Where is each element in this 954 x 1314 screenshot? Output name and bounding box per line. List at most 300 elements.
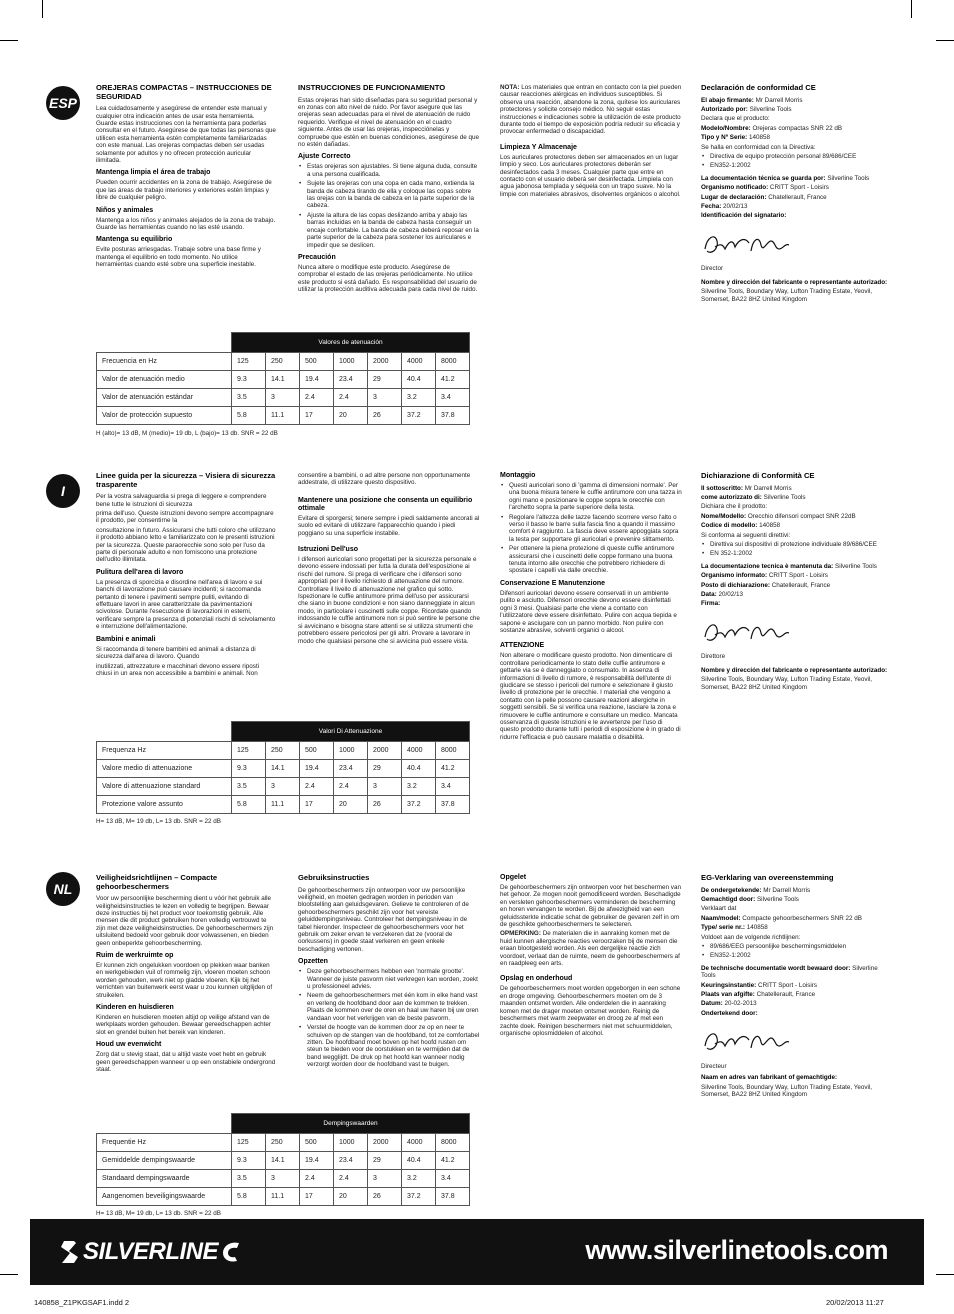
address: Silverline Tools, Boundary Way, Lufton Trading Estate, Yeovil, Somerset, BA22 8HZ United Kingdom: [701, 288, 873, 303]
cell: 3.4: [436, 778, 470, 796]
cell: 26: [368, 796, 402, 814]
nl-declaration-column: [701, 874, 891, 1100]
signature-icon: [701, 1024, 793, 1058]
kv: [701, 522, 891, 529]
cell: 37.2: [402, 407, 436, 425]
cell: 19.4: [300, 371, 334, 389]
cell: 2.4: [300, 778, 334, 796]
heading: Mantenga limpia el área de trabajo: [96, 169, 211, 177]
paragraph: Zorg dat u stevig staat, dat u altijd vaste voet hebt en gebruik geen gereedschappen wanneer u op een onstabiele ondergrond staat.: [96, 1051, 276, 1074]
row-label: Valore di attenuazione standard: [97, 778, 232, 796]
esp-snr-note: H (alto)= 13 dB, M (medio)= 19 db, L (bajo)= 13 db. SNR = 22 dB: [96, 430, 278, 437]
cell: 14.1: [266, 760, 300, 778]
text: Voldoet aan de volgende richtlijnen:: [701, 933, 801, 941]
language-badge-ita: I: [46, 474, 80, 508]
cell: 5.8: [232, 796, 266, 814]
paragraph: consultazione in futuro. Assicurarsi che tutti coloro che utilizzano il prodotto abbiano letto e familiarizzato con le presenti istruzioni per la sicurezza. Queste paraorecchie sono solo per l'uso da parte di personale adulto e non forniscono una protezione dell'udito illimitata.: [96, 526, 276, 564]
cell: 3: [266, 778, 300, 796]
cell: 9.3: [232, 760, 266, 778]
cell: 250: [266, 742, 300, 760]
heading: INSTRUCCIONES DE FUNCIONAMIENTO: [298, 83, 446, 92]
kv: [701, 494, 891, 501]
text: Directeur: [701, 1062, 727, 1070]
label: Posto di dichiarazione:: [701, 581, 770, 589]
cell: 2.4: [334, 778, 368, 796]
heading: Limpieza Y Almacenaje: [500, 143, 577, 151]
nl-attenuation-table: [96, 1113, 470, 1206]
cell: 3: [266, 1170, 300, 1188]
heading: Opgelet: [500, 874, 527, 881]
language-badge-esp: ESP: [46, 86, 80, 120]
heading: Mantenere una posizione che consenta un equilibrio ottimale: [298, 496, 473, 512]
table-header-row: [97, 333, 470, 353]
list-item: • Directiva de equipo protección personal 89/686/CEE: [701, 153, 891, 160]
value: CRITT Sport - Loisirs: [769, 184, 829, 192]
label: Keuringsinstantie:: [701, 981, 757, 989]
bullet-list: [298, 163, 480, 248]
print-timestamp: 20/02/2013 11:27: [826, 1298, 884, 1307]
paragraph: Er kunnen zich ongelukken voordoen op plekken waar banken en werkgebieden vuil of rommelig zijn, vloeren moeten schoon worden gehouden, werk niet op gladde vloeren. Kijk bij het verrichten van buitenwerk eerst waar u zou kunnen uitglijden of struikelen.: [96, 962, 273, 999]
value: Compacte gehoorbeschermers SNR 22 dB: [742, 914, 862, 922]
heading: ATTENZIONE: [500, 642, 545, 650]
row-label: Aangenomen beveiligingswaarde: [97, 1188, 232, 1206]
kv: [701, 582, 891, 589]
heading: Houd uw evenwicht: [96, 1041, 162, 1049]
cell: 11.1: [266, 407, 300, 425]
cell: 2.4: [334, 1170, 368, 1188]
row-label: Valor de atenuación medio: [97, 371, 232, 389]
value: Silverline Tools: [763, 494, 806, 501]
value: Orejeras compactas SNR 22 dB: [752, 124, 843, 132]
kv: [701, 591, 891, 598]
note-label: OPMERKING:: [500, 930, 541, 938]
table-header: Dempingswaarden: [232, 1114, 470, 1134]
value: Silverline Tools: [701, 964, 878, 980]
value: Silverline Tools: [827, 174, 870, 182]
kv: [701, 513, 891, 520]
text: Director: [701, 265, 724, 273]
paragraph: inutilizzati, attrezzature e macchinari devono essere riposti chiusi in un area non accessibile a bambini e animali. Non: [96, 662, 260, 677]
kv: [701, 915, 891, 922]
value: 140858: [746, 924, 768, 932]
label: Naam en adres van fabrikant of gemachtigde:: [701, 1074, 838, 1082]
paragraph: [500, 84, 682, 136]
cell: 8000: [436, 1134, 470, 1152]
list-item: • Per ottenere la piena protezione di queste cuffie antirumore assicurarsi che i cuscinetti delle coppe formano una buona tenuta intorno alle orecchie che potrebbero richiedere di spostare i capelli via dalle orecchie.: [500, 545, 682, 575]
label: Tipo y Nº Serie:: [701, 134, 748, 142]
table-row: [97, 389, 470, 407]
label: Datum:: [701, 1000, 723, 1008]
cell: 40.4: [402, 760, 436, 778]
list-item: • Questi auricolari sono di 'gamma di dimensioni normale'. Per una buona misura tenere le cuffie antirumore con una tazza in ogni mano e posizionare le coppe sopra le orecchie con l'archetto sopra la parte superiore della testa.: [500, 482, 682, 512]
label: come autorizzato di:: [701, 494, 762, 501]
label: Nombre y dirección del fabricante o representante autorizado:: [701, 666, 888, 674]
label: Identificación del signatario:: [701, 212, 787, 220]
crop-mark: [0, 40, 18, 41]
note-label: NOTA:: [500, 84, 520, 91]
crop-mark: [911, 0, 912, 18]
website-url[interactable]: www.silverlinetools.com: [585, 1235, 888, 1265]
heading: Gebruiksinstructies: [298, 873, 370, 882]
label: Il sottoscritto:: [701, 484, 743, 492]
label: El abajo firmante:: [701, 96, 754, 104]
cell: 20: [334, 1188, 368, 1206]
row-label: Valor de atenuación estándar: [97, 389, 232, 407]
cell: 1000: [334, 742, 368, 760]
esp-declaration-column: [701, 84, 891, 305]
kv: [701, 106, 891, 113]
cell: 29: [368, 371, 402, 389]
paragraph: Estas orejeras han sido diseñadas para su seguridad personal y en zonas con alto nivel de ruido. Por favor asegure que las orejeras sean adecuadas para el nivel de atenuación de ruido requerido. Verifique el nivel de atenuación en el cuadro siguiente. Antes de usar las orejeras, inspecciónelas y compruebe que estén en buenas condiciones, asegúrese de que no estén dañadas.: [298, 96, 479, 149]
kv: [701, 1010, 891, 1017]
heading: Montaggio: [500, 472, 536, 479]
bullet-list: [701, 943, 891, 960]
cell: 26: [368, 1188, 402, 1206]
heading: Kinderen en huisdieren: [96, 1004, 174, 1012]
kv: [701, 982, 891, 989]
cell: 3.5: [232, 778, 266, 796]
paragraph: Per la vostra salvaguardia si prega di leggere e comprendere bene tutte le istruzioni di sicurezza: [96, 493, 267, 508]
heading: Precaución: [298, 253, 336, 261]
esp-cleaning-column: [500, 84, 682, 200]
paragraph: De gehoorbeschermers moet worden opgeborgen in een schone en droge omgeving. Gehoorbeschermers moeten om de 3 maanden ontsmet worden. Alle onderdelen die in aanraking komen met de drager moeten ontsmet worden. Reinig de beschermers met warm zeepwater en droog ze af met een zachte doek. Reinigen beschermers niet met schuurmiddelen, organische oplosmiddelen of alcohol.: [500, 985, 681, 1037]
cell: 23.4: [334, 760, 368, 778]
address: Silverline Tools, Boundary Way, Lufton Trading Estate, Yeovil, Somerset, BA22 8HZ United Kingdom: [701, 1083, 873, 1098]
list-item: • EN352-1:2002: [701, 952, 891, 959]
nl-snr-note: H= 13 dB, M= 19 db, L= 13 db. SNR = 22 dB: [96, 1210, 221, 1217]
value: 140858: [759, 522, 781, 530]
ita-snr-note: H= 13 dB, M= 19 db, L= 13 db. SNR = 22 dB: [96, 818, 221, 825]
text: Si conforma ai seguenti direttivi:: [701, 531, 791, 539]
label: Firma:: [701, 600, 721, 608]
label: La documentazione tecnica è mantenuta da:: [701, 562, 834, 570]
kv: [701, 194, 891, 201]
cell: 23.4: [334, 1152, 368, 1170]
cell: 8000: [436, 742, 470, 760]
text: Dichiara che il prodotto:: [701, 503, 768, 511]
language-badge-nl: NL: [46, 872, 80, 906]
table-row: [97, 1152, 470, 1170]
heading: Linee guida per la sicurezza – Visiera di sicurezza trasparente: [96, 471, 276, 489]
label: Nombre y dirección del fabricante o representante autorizado:: [701, 278, 888, 286]
row-label: Valore medio di attenuazione: [97, 760, 232, 778]
cell: 37.2: [402, 1188, 436, 1206]
table-row: [97, 778, 470, 796]
label: Naam/model:: [701, 914, 741, 922]
cell: 17: [300, 796, 334, 814]
table-row: [97, 371, 470, 389]
kv: [701, 279, 891, 286]
ita-declaration-column: [701, 472, 891, 693]
cell: 4000: [402, 1134, 436, 1152]
kv: [701, 97, 891, 104]
ita-attenuation-table: [96, 721, 470, 814]
label: Fecha:: [701, 203, 722, 211]
label: Organismo informato:: [701, 572, 768, 580]
cell: 37.8: [436, 1188, 470, 1206]
value: Chatellerault, France: [768, 193, 827, 201]
paragraph: La presenza di sporcizia e disordine nell'area di lavoro e sui banchi di lavorazione può causare incidenti; si raccomanda pertanto di tenere i pavimenti sempre puliti, evitando di effettuare lavori in aree caratterizzate da pavimentazioni scivolose. Durante l'esecuzione di lavorazioni in esterni, verificare sempre la presenza di potenziali rischi di scivolamento e interruzione dell'alimentazione.: [96, 578, 276, 631]
cell: 2.4: [300, 389, 334, 407]
value: Orecchio difensori compact SNR 22dB: [747, 512, 856, 520]
cell: 3.5: [232, 1170, 266, 1188]
cell: 3: [266, 389, 300, 407]
cell: 40.4: [402, 371, 436, 389]
logo-mark-icon: [60, 1239, 80, 1265]
row-label: Frecuencia en Hz: [97, 353, 232, 371]
label: Data:: [701, 591, 717, 599]
table-row: [97, 1170, 470, 1188]
cell: 14.1: [266, 371, 300, 389]
cell: 250: [266, 353, 300, 371]
list-item: • Verstel de hoogte van de kommen door ze op en neer te schuiven op de stangen van de hoofdband, tot ze comfortabel zitten. De hoofdband moet boven op het hoofd rusten om steun te bieden voor de oorstukken en te vermijden dat de band wegglijdt. De druk op het hoofd kan wanneer nodig verzorgt worden door de hoofdband vast te buigen.: [298, 1024, 480, 1068]
list-item: • Deze gehoorbeschermers hebben een 'normale grootte'. Wanneer de juiste pasvorm niet verkregen kan worden, zoekt u professioneel advies.: [298, 968, 480, 990]
value: Silverline Tools: [756, 896, 799, 903]
label: Ondertekend door:: [701, 1009, 758, 1017]
text: Direttore: [701, 653, 726, 661]
cell: 3: [368, 389, 402, 407]
list-item: • Ajuste la altura de las copas deslizando arriba y abajo las barras incluidas en la banda de cabeza hasta conseguir un encaje confortable. La banda de cabeza deberá reposar en la parte superior de la cabeza para sostener los auriculares e impedir que se deslicen.: [298, 212, 480, 249]
cell: 8000: [436, 353, 470, 371]
paragraph: Evitare di sporgersi; tenere sempre i piedi saldamente ancorati al suolo ed evitare di utilizzare l'apparecchio quando i piedi poggiano su una superficie instabile.: [298, 514, 480, 537]
paragraph: [500, 930, 682, 967]
row-label: Valor de protección supuesto: [97, 407, 232, 425]
heading: Ruim de werkruimte op: [96, 952, 174, 960]
kv: [701, 203, 891, 210]
label: Lugar de declaración:: [701, 193, 767, 201]
heading: Conservazione E Manutenzione: [500, 579, 606, 587]
kv: [701, 175, 891, 182]
value: 20-02-2013: [724, 1000, 757, 1008]
paragraph: I difensori auricolari sono progettati per la sicurezza personale e devono essere indossati per tutta la durata dell'esposizione ai rischi del rumore. Si prega di verificare che i difensori sono appropriati per il livello richiesto di attenuazione del rumore. Controllare il livello di attenuazione nel grafico qui sotto. Ispezionare le cuffie antirumore prima dell'uso per assicurarsi che siano in buone condizioni e non siano danneggiate in alcun modo, in particolare i cuscinetti sulle coppe. Ricordate quando indossando le cuffie antirumore non si può sentire le persone che si avvicinano e bisogna stare attenti se si utilizza strumenti che potrebbero essere pericolosi per gli altri. Provare a lavorare in modo che qualsiasi persone che si avvicina può essere vista.: [298, 556, 480, 645]
cell: 9.3: [232, 1152, 266, 1170]
esp-attenuation-table: [96, 332, 470, 425]
kv: [701, 563, 891, 570]
value: Silverline Tools: [749, 106, 792, 113]
cell: 17: [300, 407, 334, 425]
table-header: Valori Di Attenuazione: [232, 722, 470, 742]
paragraph: Si raccomanda di tenere bambini ed animali a distanza di sicurezza dall'area di lavoro. Quando: [96, 645, 256, 661]
paragraph: Voor uw persoonlijke bescherming dient u vóór het gebruik alle veiligheidsinstructies te lezen en volledig te begrijpen. Bewaar deze instructies bij het product voor toekomstig gebruik. Alle mensen die dit product gebruiken horen volledig vertrouwd te zijn met deze veiligheidsinstructies. De gehoorbeschermers zijn uitsluitend bedoeld voor gebruik door volwassenen, en bieden geen onbeperkte gehoorbescherming.: [96, 895, 274, 947]
list-item: • 89/686/EEG persoonlijke beschermingsmiddelen: [701, 943, 891, 950]
kv: [701, 134, 891, 141]
cell: 20: [334, 796, 368, 814]
ita-usage-column: [298, 472, 480, 647]
row-label: Protezione valore assunto: [97, 796, 232, 814]
cell: 2000: [368, 353, 402, 371]
cell: 41.2: [436, 371, 470, 389]
row-label: Standaard dempingswaarde: [97, 1170, 232, 1188]
list-item: • Regolare l'altezza delle tazze facendo scorrere verso l'alto o verso il basso le barre sulla fascia fino a quando il massimo comfort è raggiunto. La fascia deve essere appoggiata sopra la testa per supportare gli auricolari e prevenire slittamento.: [500, 514, 682, 544]
label: Autorizado por:: [701, 106, 748, 113]
nl-usage-column: [298, 874, 480, 1071]
label: De technische documentatie wordt bewaard door:: [701, 964, 851, 972]
table-row: [97, 742, 470, 760]
heading: Opslag en onderhoud: [500, 975, 573, 983]
table-header-row: [97, 1114, 470, 1134]
cell: 29: [368, 1152, 402, 1170]
paragraph: Evite posturas arriesgadas. Trabaje sobre una base firme y mantenga el equilibrio en todo momento. No utilice herramientas cuando esté sobre una superficie inestable.: [96, 246, 261, 269]
kv: [701, 667, 891, 674]
cell: 29: [368, 760, 402, 778]
cell: 3.2: [402, 1170, 436, 1188]
kv: [701, 485, 891, 492]
label: Nome/Modello:: [701, 512, 747, 520]
table-row: [97, 760, 470, 778]
kv: [701, 896, 891, 903]
heading: Niños y animales: [96, 206, 154, 214]
crop-mark: [42, 0, 43, 18]
table-row: [97, 1188, 470, 1206]
paragraph: Kinderen en huisdieren moeten altijd op veilige afstand van de werkplaats worden gehouden. Bewaar gereedschappen achter slot en grendel buiten het bereik van kinderen.: [96, 1014, 272, 1036]
table-header-row: [97, 722, 470, 742]
crop-mark: [936, 1274, 954, 1275]
table-header: Valores de atenuación: [232, 333, 470, 353]
label: Codice di modello:: [701, 522, 758, 530]
paragraph: Pueden ocurrir accidentes en la zona de trabajo. Asegúrese de que las áreas de trabajo interiores y exteriores estén limpias y libre de cualquier peligro.: [96, 179, 272, 202]
paragraph: Los auriculares protectores deben ser almacenados en un lugar limpio y seco. Los auriculares protectores deberán ser desinfectados cada 3 meses. Cualquier parte que entre en contacto con el usuario deberá ser desinfectada. Limpiela con agua jabonosa templada y séquela con un trapo suave. No la limpie con materiales abrasivos, disolventes orgánicos o alcohol.: [500, 153, 681, 198]
kv: [701, 125, 891, 132]
cell: 3: [368, 778, 402, 796]
list-item: • Neem de gehoorbeschermers met één kom in elke hand vast en verleng de hoofdband door aan de kommen te trekken. Plaats de kommen over de oren en haal uw haren bij uw oren vandaan voor het verkrijgen van de beste pasvorm.: [298, 992, 480, 1022]
paragraph: consentire a bambini, o ad altre persone non opportunamente addestrate, di utilizzare questo dispositivo.: [298, 472, 471, 487]
signature-icon: [701, 615, 793, 649]
table-row: [97, 353, 470, 371]
crop-mark: [0, 1274, 18, 1275]
cell: 2.4: [334, 389, 368, 407]
value: Chatellerault, France: [771, 581, 831, 589]
heading: Dichiarazione di Conformità CE: [701, 471, 815, 480]
heading: Veiligheidsrichtlijnen – Compacte gehoorbeschermers: [96, 873, 218, 891]
cell: 125: [232, 353, 266, 371]
cell: 3.2: [402, 778, 436, 796]
kv: [701, 887, 891, 894]
nl-caution-column: [500, 874, 682, 1039]
list-item: • Direttiva sui dispositivi di protezione individuale 89/686/CEE: [701, 541, 891, 548]
bullet-list: [298, 968, 480, 1068]
cell: 20: [334, 407, 368, 425]
list-item: • EN352-1:2002: [701, 162, 891, 169]
cell: 9.3: [232, 371, 266, 389]
paragraph: De gehoorbeschermers zijn ontworpen voor uw persoonlijke veiligheid, en moeten gedragen worden in perioden van blootstelling aan geluidsgevaren. Gelieve te controleren of de gehoorbeschermers geschikt zijn voor het vereiste geluiddempingsniveau. Controleer het dempingsniveau in de tabel hieronder. Inspecteer de gehoorbeschermers voor het gebruik om zeker ervan te verzekeren dat ze (vooral de oorkussens) in goede staat verkeren en geen enkele beschadiging vertonen.: [298, 886, 469, 953]
list-item: • Estas orejeras son ajustables. Si tiene alguna duda, consulte a una persona cualificada.: [298, 163, 480, 178]
note-text: Los materiales que entran en contacto con la piel pueden causar reacciones alérgicas en individuos susceptibles. Si observa una reacción, abandone la zona, quítese los auriculares protectores y solicite consejo médico. No seguir estas instrucciones e indicaciones sobre la utilización de este producto durante todo el tiempo de exposición podría reducir su eficacia y provocar enfermedad o discapacidad.: [500, 84, 682, 136]
cell: 19.4: [300, 760, 334, 778]
cell: 500: [300, 353, 334, 371]
cell: 37.8: [436, 796, 470, 814]
value: Mr Darrell Morris: [744, 484, 792, 492]
label: Plaats van afgifte:: [701, 991, 755, 999]
paragraph: Lea cuidadosamente y asegúrese de entender este manual y cualquier otra indicación antes de usar esta herramienta. Guarde estas instrucciones con la herramienta para poderlas consultar en el futuro. Asegúrese de que todas las personas que utilicen esta herramienta estén completamente familiarizadas con este manual. Las orejeras compactas deben ser usadas solamente por adultos y no ofrecen protección auricular ilimitada.: [96, 105, 276, 165]
label: De ondergetekende:: [701, 886, 762, 894]
kv: [701, 1000, 891, 1007]
value: CRITT Sport - Loisirs: [768, 572, 828, 580]
kv: [701, 1074, 891, 1081]
label: La documentación técnica se guarda por:: [701, 174, 826, 182]
bullet-list: [701, 541, 891, 558]
cell: 2000: [368, 742, 402, 760]
cell: 5.8: [232, 407, 266, 425]
cell: 250: [266, 1134, 300, 1152]
cell: 500: [300, 1134, 334, 1152]
bullet-list: [500, 482, 682, 575]
cell: 3.4: [436, 389, 470, 407]
paragraph: De gehoorbeschermers zijn ontworpen voor het beschermen van het gehoor. Ze mogen nooit gemodificeerd worden. Beschadigde en versleten gehoorbeschermers verminderen de bescherming en horen vervangen te worden. Bij de afwezigheid van een geluidssterkte indicatie schat de gebruiker de gevaren zelf in om de geschikte gehoorbeschermers te selecteren.: [500, 884, 681, 929]
value: 20/02/13: [718, 591, 744, 599]
heading: Ajuste Correcto: [298, 153, 351, 161]
cell: 37.2: [402, 796, 436, 814]
cell: 1000: [334, 1134, 368, 1152]
paragraph: Difensori auricolari devono essere conservati in un ambiente pulito e asciutto. Difensori orecchie devono essere disinfettati ogni 3 mesi. Qualsiasi parte che viene a contatto con l'utilizzatore deve essere disinfettato. Pulire con acqua tiepida e sapone e asciugare con un panno morbido. Non pulire con sostanze abrasive, solventi organici o alcool.: [500, 589, 677, 634]
cell: 41.2: [436, 760, 470, 778]
nl-safety-column: [96, 874, 276, 1076]
row-label: Frequentie Hz: [97, 1134, 232, 1152]
cell: 41.2: [436, 1152, 470, 1170]
heading: Bambini e animali: [96, 635, 156, 643]
label: Gemachtigd door:: [701, 896, 756, 903]
cell: 1000: [334, 353, 368, 371]
cell: 40.4: [402, 1152, 436, 1170]
cell: 125: [232, 1134, 266, 1152]
table-row: [97, 796, 470, 814]
ita-safety-column: [96, 472, 276, 679]
ita-fitting-column: [500, 472, 682, 743]
cell: 17: [300, 1188, 334, 1206]
address: Silverline Tools, Boundary Way, Lufton Trading Estate, Yeovil, Somerset, BA22 8HZ United Kingdom: [701, 676, 873, 691]
label: Type/ serie nr.:: [701, 924, 745, 932]
kv: [701, 184, 891, 191]
brand-logo: [60, 1237, 241, 1267]
cell: 14.1: [266, 1152, 300, 1170]
text: Se halla en conformidad con la Directiva:: [701, 143, 816, 151]
list-item: • EN 352-1:2002: [701, 550, 891, 557]
value: 140858: [749, 134, 771, 142]
cell: 11.1: [266, 1188, 300, 1206]
crop-mark: [936, 40, 954, 41]
text: Verklaart dat: [701, 905, 737, 913]
cell: 4000: [402, 353, 436, 371]
kv: [701, 600, 891, 607]
footer-bar: [30, 1219, 924, 1285]
value: Mr Darrell Morris: [755, 96, 803, 104]
value: Silverline Tools: [835, 562, 877, 570]
kv: [701, 965, 891, 980]
cell: 37.8: [436, 407, 470, 425]
paragraph: Non alterare o modificare questo prodotto. Non dimenticare di controllare periodicamente lo stato delle cuffie antirumore e gettarle via se è danneggiato o consumato. In assenza di informazioni di livello di rumore, è responsabilità dell'utente di giudicare se stesso i pericoli del rumore e selezionare il giusto livello di protezione per le orecchie. I materiali che vengono a contatto con la pelle possono causare reazioni allergiche in soggetti sensibili. Se si verifica una reazione, lasciare la zona e rimuovere le cuffie antirumore e consultare un medico. Mancata osservanza di queste istruzioni e le avvertenze per l'uso di questo prodotto durante tutti i periodi di esposizione è in grado di ridurre l'efficacia e può causare malattia o disabilità.: [500, 652, 681, 741]
kv: [701, 991, 891, 998]
table-row: [97, 407, 470, 425]
cell: 2000: [368, 1134, 402, 1152]
heading: Opzetten: [298, 958, 328, 966]
logo-text: SILVERLINE: [83, 1238, 219, 1265]
value: CRITT Sport - Loisirs: [758, 981, 818, 989]
row-label: Gemiddelde dempingswaarde: [97, 1152, 232, 1170]
paragraph: Mantenga a los niños y animales alejados de la zona de trabajo. Guarde las herramientas cuando no las esté usando.: [96, 216, 276, 232]
esp-operation-column: [298, 84, 480, 296]
logo-swoosh-icon: [219, 1239, 241, 1265]
note-text: De materialen die in aanraking komen met de huid kunnen allergische reacties veroorzaken bij de mensen die eraan blootgesteld worden. Als een dergelijke reactie zich voordoet, verlaat dan de ruimte, neem de gehoorbeschermers af en raadpleeg een arts.: [500, 930, 680, 968]
esp-safety-column: [96, 84, 276, 271]
table-row: [97, 1134, 470, 1152]
cell: 5.8: [232, 1188, 266, 1206]
cell: 3.4: [436, 1170, 470, 1188]
heading: EG-Verklaring van overeenstemming: [701, 873, 834, 882]
cell: 4000: [402, 742, 436, 760]
cell: 26: [368, 407, 402, 425]
list-item: • Sujete las orejeras con una copa en cada mano, extienda la banda de cabeza tirando de ella y coloque las copas sobre las orejas con la banda de cabeza en la parte superior de la cabeza.: [298, 180, 480, 210]
esp-safety-title: OREJERAS COMPACTAS – INSTRUCCIONES DE SEGURIDAD: [96, 83, 272, 101]
cell: 125: [232, 742, 266, 760]
